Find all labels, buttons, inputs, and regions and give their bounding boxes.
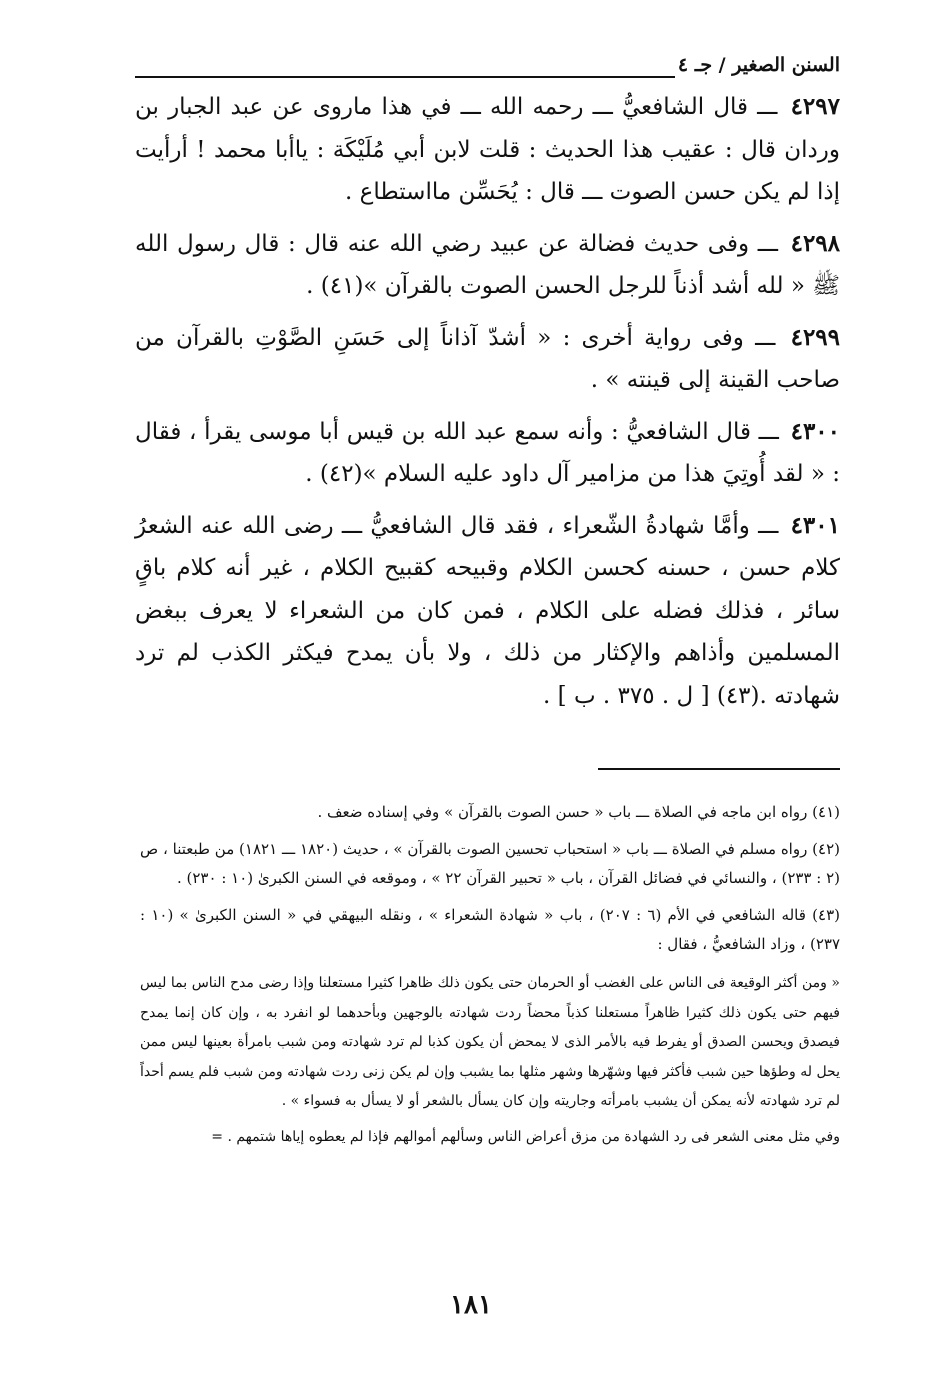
hadith-text: ـــ قال الشافعيُّ : وأنه سمع عبد الله بن قيس أبا موسى يقرأ ، فقال : « لقد أُوتِيَ هذا من مزامير آل داود عليه السلام »(٤٢) . (135, 418, 840, 487)
hadith-4297 (135, 86, 840, 214)
footnote-41: (٤١) رواه ابن ماجه في الصلاة ـــ باب « حسن الصوت بالقرآن » وفي إسناده ضعف . (317, 803, 840, 821)
main-text (135, 86, 840, 726)
quote-paragraph: « ومن أكثر الوقيعة فى الناس على الغضب أو الحرمان حتى يكون ذلك ظاهرا كثيرا مستعلنا وإذا رضى مدح الناس بما ليس فيهم حتى يكون ذلك كثيرا ظاهراً مستعلنا كذباً محضاً ردت شهادته بالوجهين وبأحدهما لو انفرد به ، وإن كان إنما يمدح فيصدق ويحسن الصدق أو يفرط فيه بالأمر الذى لا يمحض أن يكون كذبا لم ترد شهادته ومن شبب بامرأة بعينها ليس ممن يحل له وطؤها حين شبب فأكثر فيها وشهّرها وشهر مثلها بما يشبب وإن لم يكن زنى ردت شهادته ومن شبب فلم يسم أحداً لم ترد شهادته لأنه يمكن أن يشبب بامرأته وجاريته وإن كان يسأل بالشعر أو لا يسأل به فسواء » . (140, 975, 840, 1109)
hadith-number: ٤٢٩٩ (790, 323, 841, 351)
hadith-4300 (135, 411, 840, 496)
hadith-text: ـــ وفى رواية أخرى : « أشدّ آذاناً إلى حَسَنِ الصَّوْتِ بالقرآن من صاحب القينة إلى قينته » . (135, 324, 840, 393)
running-header (135, 52, 840, 82)
footnote-42: (٤٢) رواه مسلم في الصلاة ـــ باب « استحباب تحسين الصوت بالقرآن » ، حديث (١٨٢٠ ـــ ١٨٢١) من طبعتنا ، ص (٢ : ٢٣٣) ، والنسائي في فضائل القرآن ، باب « تحبير القرآن ٢٢ » ، وموقعه في السنن الكبرىٰ (١٠ : ٢٣٠) . (140, 840, 840, 887)
hadith-text: ـــ قال الشافعيُّ ـــ رحمه الله ـــ في هذا ماروى عن عبد الجبار بن وردان قال : عقيب هذا الحديث : قلت لابن أبي مُلَيْكَة : ياأبا محمد ! أرأيت إذا لم يكن حسن الصوت ـــ قال : يُحَسِّن مااستطاع . (135, 94, 840, 205)
hadith-4298 (135, 223, 840, 308)
hadith-number: ٤٣٠٠ (790, 417, 841, 445)
running-header-title: السنن الصغير / جـ ٤ (677, 54, 840, 76)
footnote-quote (140, 969, 840, 1152)
footnote-separator (598, 768, 840, 770)
hadith-4301 (135, 505, 840, 718)
hadith-number: ٤٢٩٧ (790, 93, 840, 120)
quote-paragraph: وفي مثل معنى الشعر فى رد الشهادة من مزق أعراض الناس وسألهم أموالهم فإذا لم يعطوه إياها شتمهم . = (211, 1128, 840, 1145)
footnote-43: (٤٣) قاله الشافعي في الأم (٦ : ٢٠٧) ، باب « شهادة الشعراء » ، ونقله البيهقي في « السنن الكبرىٰ » (١٠ : ٢٣٧) ، وزاد الشافعيُّ ، فقال : (140, 906, 840, 953)
header-rule (135, 76, 675, 78)
hadith-text: ـــ وأمَّا شهادةُ الشّعراء ، فقد قال الشافعيُّ ـــ رضى الله عنه الشعرُ كلام حسن ، حسنه كحسن الكلام وقبيحه كقبيح الكلام ، غير أنه كلام باقٍ سائر ، فذلك فضله على الكلام ، فمن كان من الشعراء لا يعرف ببغض المسلمين وأذاهم والإكثار من ذلك ، ولا بأن يمدح فيكثر الكذب لم ترد شهادته .(٤٣) [ ل . ٣٧٥ . ب ] . (135, 512, 840, 709)
hadith-number: ٤٣٠١ (790, 511, 840, 539)
footnotes (140, 798, 840, 1158)
hadith-text: ـــ وفى حديث فضالة عن عبيد رضي الله عنه قال : قال رسول الله ﷺ « لله أشد أذناً للرجل الحسن الصوت بالقرآن »(٤١) . (135, 230, 840, 299)
hadith-number: ٤٢٩٨ (790, 229, 841, 257)
page-number: ١٨١ (450, 1290, 492, 1320)
hadith-4299 (135, 317, 840, 402)
